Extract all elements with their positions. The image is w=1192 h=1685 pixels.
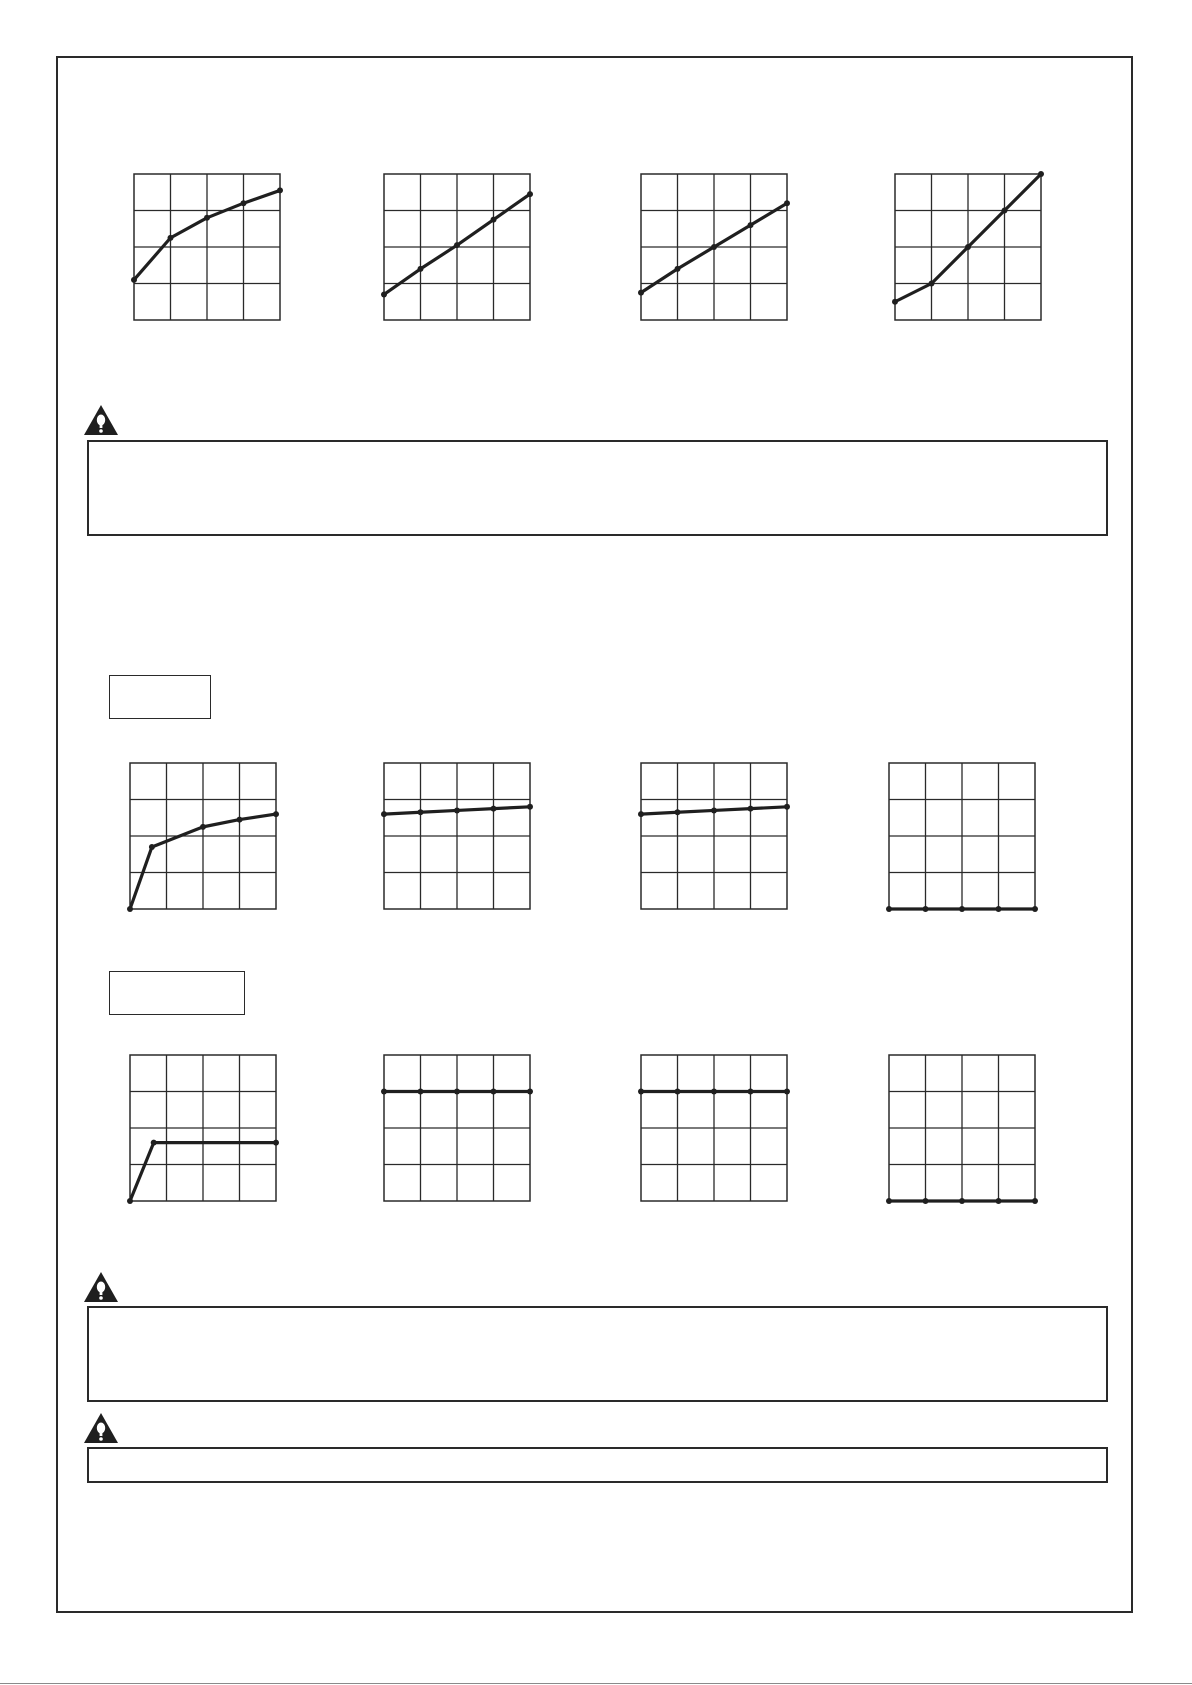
data-point bbox=[418, 266, 424, 272]
data-point bbox=[711, 1089, 717, 1095]
data-point bbox=[675, 809, 681, 815]
data-point bbox=[418, 809, 424, 815]
chart-grid bbox=[130, 1055, 276, 1201]
data-point bbox=[959, 1198, 965, 1204]
chart-row3-col3 bbox=[635, 1049, 795, 1209]
data-point bbox=[748, 806, 754, 812]
chart-row3-col4 bbox=[883, 1049, 1043, 1209]
chart-grid bbox=[130, 763, 276, 909]
data-point bbox=[996, 1198, 1002, 1204]
data-point bbox=[491, 806, 497, 812]
data-point bbox=[748, 1089, 754, 1095]
data-point bbox=[273, 1140, 279, 1146]
data-point bbox=[711, 244, 717, 250]
chart-grid bbox=[134, 174, 280, 320]
data-point bbox=[923, 906, 929, 912]
data-point bbox=[127, 1198, 133, 1204]
data-point bbox=[131, 277, 137, 283]
chart-row1-col2 bbox=[378, 168, 538, 328]
data-point bbox=[638, 811, 644, 817]
chart-row2-col2 bbox=[378, 757, 538, 917]
data-point bbox=[996, 906, 1002, 912]
data-point bbox=[277, 187, 283, 193]
chart-row2-col4 bbox=[883, 757, 1043, 917]
warning-notice-box-1 bbox=[87, 440, 1108, 536]
data-point bbox=[149, 844, 155, 850]
chart-row2-col3 bbox=[635, 757, 795, 917]
data-point bbox=[273, 811, 279, 817]
chart-row2-col1 bbox=[124, 757, 284, 917]
data-point bbox=[1032, 1198, 1038, 1204]
chart-grid bbox=[889, 1055, 1035, 1201]
data-point bbox=[784, 1089, 790, 1095]
chart-row3-col1 bbox=[124, 1049, 284, 1209]
data-point bbox=[923, 1198, 929, 1204]
data-point bbox=[454, 242, 460, 248]
chart-row1-col3 bbox=[635, 168, 795, 328]
section-label-box-2 bbox=[109, 971, 245, 1015]
data-point bbox=[675, 1089, 681, 1095]
warning-triangle-icon bbox=[83, 404, 119, 436]
data-point bbox=[381, 811, 387, 817]
section-label-box-1 bbox=[109, 675, 211, 719]
data-point bbox=[381, 1089, 387, 1095]
data-point bbox=[711, 807, 717, 813]
data-point bbox=[168, 235, 174, 241]
chart-grid bbox=[384, 763, 530, 909]
chart-row1-col4 bbox=[889, 168, 1049, 328]
chart-grid bbox=[641, 763, 787, 909]
chart-grid bbox=[384, 1055, 530, 1201]
data-point bbox=[527, 1089, 533, 1095]
warning-triangle-icon bbox=[83, 1412, 119, 1444]
data-point bbox=[1032, 906, 1038, 912]
chart-row3-col2 bbox=[378, 1049, 538, 1209]
warning-triangle-icon bbox=[83, 1271, 119, 1303]
data-point bbox=[381, 291, 387, 297]
data-point bbox=[527, 804, 533, 810]
chart-grid bbox=[889, 763, 1035, 909]
data-point bbox=[892, 299, 898, 305]
warning-notice-box-2 bbox=[87, 1306, 1108, 1402]
data-point bbox=[965, 244, 971, 250]
data-point bbox=[491, 1089, 497, 1095]
data-point bbox=[1002, 208, 1008, 214]
data-point bbox=[638, 1089, 644, 1095]
data-point bbox=[237, 817, 243, 823]
data-point bbox=[241, 200, 247, 206]
data-point bbox=[748, 222, 754, 228]
page-bottom-rule bbox=[0, 1683, 1192, 1684]
data-point bbox=[675, 266, 681, 272]
chart-row1-col1 bbox=[128, 168, 288, 328]
data-point bbox=[127, 906, 133, 912]
data-point bbox=[638, 290, 644, 296]
data-point bbox=[929, 281, 935, 287]
data-point bbox=[959, 906, 965, 912]
data-point bbox=[418, 1089, 424, 1095]
data-point bbox=[200, 824, 206, 830]
data-point bbox=[527, 191, 533, 197]
data-point bbox=[151, 1140, 157, 1146]
warning-notice-box-3 bbox=[87, 1447, 1108, 1483]
data-point bbox=[454, 1089, 460, 1095]
data-point bbox=[454, 807, 460, 813]
data-point bbox=[204, 215, 210, 221]
data-point bbox=[886, 906, 892, 912]
data-point bbox=[1038, 171, 1044, 177]
data-point bbox=[886, 1198, 892, 1204]
data-point bbox=[491, 217, 497, 223]
data-point bbox=[784, 200, 790, 206]
chart-grid bbox=[641, 1055, 787, 1201]
data-point bbox=[784, 804, 790, 810]
